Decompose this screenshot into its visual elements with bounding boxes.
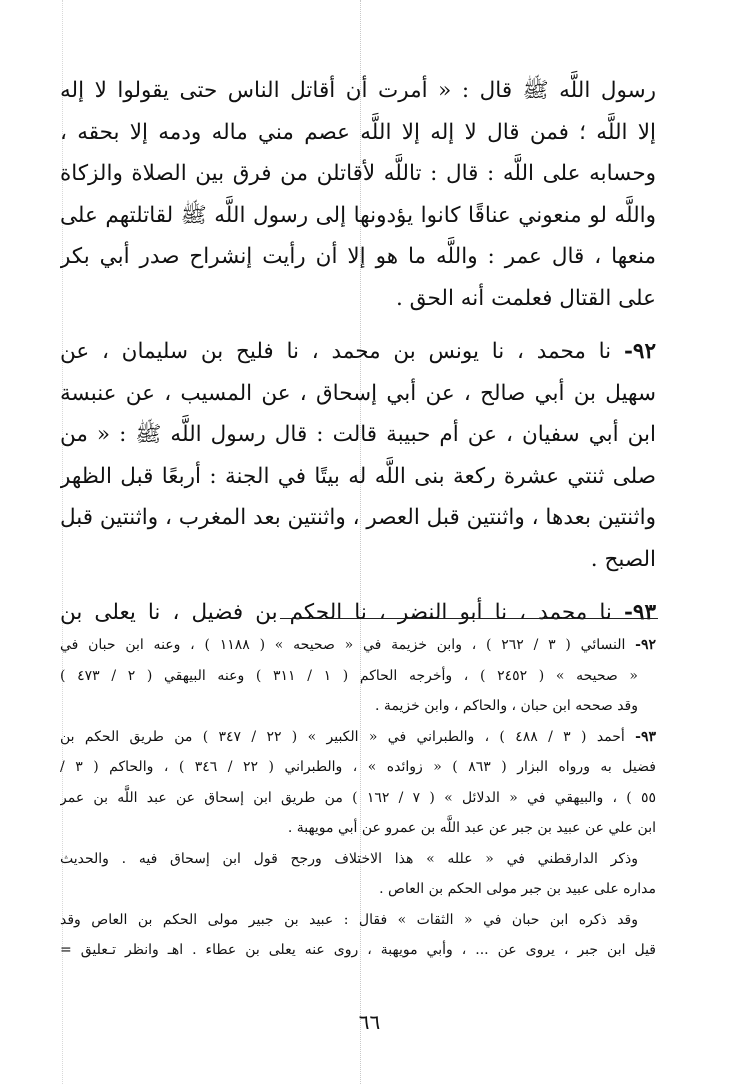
footnote-line: ابن علي عن عبيد بن جبر عن عبد اللَّه بن عمرو عن أبي مويهبة . xyxy=(287,820,656,836)
footnote-line: « صحيحه » ( ٢٤٥٢ ) ، وأخرجه الحاكم ( ١ / ٣١١ ) وعنه البيهقي ( ٢ / ٤٧٣ ) xyxy=(60,667,638,684)
footnote-line: ٥٥ ) ، والبيهقي في « الدلائل » ( ٧ / ١٦٢ ) من طريق ابن إسحاق عن عبد اللَّه بن عمر xyxy=(60,789,656,806)
paragraph-gap xyxy=(60,580,656,592)
footnote-line: مداره على عبيد بن جبر مولى الحكم بن العاص . xyxy=(379,881,656,897)
text-line: وحسابه على اللَّه : قال : تاللَّه لأقاتلن من فرق بين الصلاة والزكاة xyxy=(60,161,656,186)
footnote-line: النسائي ( ٣ / ٢٦٢ ) ، وابن خزيمة في « صحيحه » ( ١١٨٨ ) ، وعنه ابن حبان في xyxy=(60,637,626,653)
footnote-line: فضيل به ورواه البزار ( ٨٦٣ ) « زوائده » ، والطبراني ( ٢٢ / ٣٤٦ ) ، والحاكم ( ٣ / xyxy=(60,759,656,775)
text-line: نا محمد ، نا يونس بن محمد ، نا فليح بن سليمان ، عن xyxy=(60,339,612,364)
text-line: سهيل بن أبي صالح ، عن أبي إسحاق ، عن المسيب ، عن عنبسة xyxy=(60,380,656,406)
hadith-92-first-line xyxy=(60,331,656,373)
text-line: واثنتين بعدها ، واثنتين قبل العصر ، واثنتين بعد المغرب ، واثنتين قبل xyxy=(60,505,656,530)
footnotes-block xyxy=(60,630,656,966)
footnote-number: ٩٣- xyxy=(635,728,656,745)
footnote-92-first-line xyxy=(60,630,656,661)
hadith-number: ٩٣- xyxy=(623,600,656,625)
footnote-line: وذكر الدارقطني في « علله » هذا الاختلاف ورجح قول ابن إسحاق فيه . والحديث xyxy=(60,850,638,867)
text-line: إلا اللَّه ؛ فمن قال لا إله إلا اللَّه عصم مني ماله ودمه إلا بحقه ، xyxy=(60,119,656,145)
footnote-separator xyxy=(280,618,658,619)
text-line: منعها ، قال عمر : واللَّه ما هو إلا أن رأيت إنشراح صدر أبي بكر xyxy=(60,244,656,269)
footnote-number: ٩٢- xyxy=(635,637,656,653)
page-number: ٦٦ xyxy=(358,1010,381,1034)
text-line: صلى ثنتي عشرة ركعة بنى اللَّه له بيتًا في الجنة : أربعًا قبل الظهر xyxy=(60,463,656,489)
text-line: واللَّه لو منعوني عناقًا كانوا يؤدونها إلى رسول اللَّه ﷺ لقاتلتهم على xyxy=(60,202,656,228)
footnote-line: وقد ذكره ابن حبان في « الثقات » فقال : عبيد بن جبير مولى الحكم بن العاص وقد xyxy=(60,911,638,928)
text-line: ابن أبي سفيان ، عن أم حبيبة قالت : قال رسول اللَّه ﷺ : « من xyxy=(60,422,656,447)
footnote-93-first-line xyxy=(60,722,656,753)
text-line: على القتال فعلمت أنه الحق . xyxy=(395,285,656,311)
footnote-line: قيل ابن جبر ، يروى عن ... ، وأبي مويهبة ، روى عنه يعلى بن عطاء . اهـ وانظر تـعليق = xyxy=(60,942,656,958)
paragraph-gap xyxy=(60,319,656,331)
text-line: رسول اللَّه ﷺ قال : « أمرت أن أقاتل الناس حتى يقولوا لا إله xyxy=(60,78,656,103)
text-line: الصبح . xyxy=(590,546,656,572)
hadith-93-first-line xyxy=(60,592,656,634)
main-text-block xyxy=(60,70,656,634)
footnote-line: أحمد ( ٣ / ٤٨٨ ) ، والطبراني في « الكبير » ( ٢٢ / ٣٤٧ ) من طريق الحكم بن xyxy=(60,728,625,745)
footnote-line: وقد صححه ابن حبان ، والحاكم ، وابن خزيمة . xyxy=(375,698,638,714)
text-line: نا محمد ، نا أبو النضر ، نا الحكم بن فضيل ، نا يعلى بن xyxy=(60,600,612,625)
hadith-number: ٩٢- xyxy=(623,339,656,364)
